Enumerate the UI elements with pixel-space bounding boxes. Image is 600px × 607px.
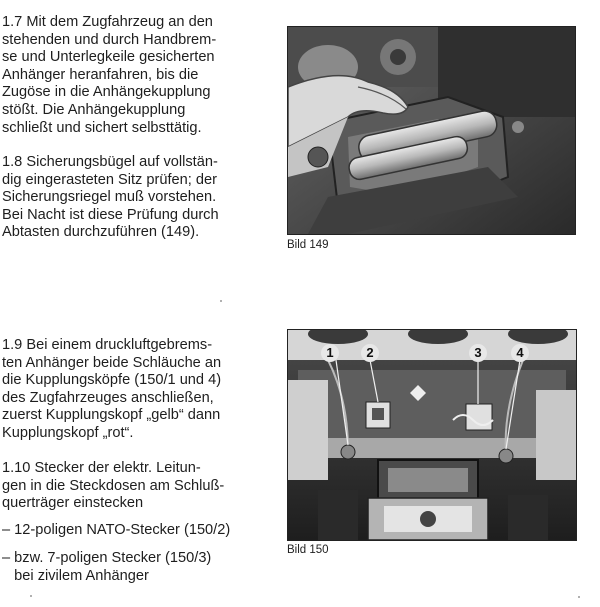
text-line: Bei Nacht ist diese Prüfung durch (2, 206, 219, 223)
callout-3: 3 (469, 344, 487, 362)
list-item-nato-plug (2, 522, 274, 540)
text-line: 1.9 Bei einem druckluftgebrems- (2, 337, 213, 353)
paragraph-1-10 (2, 460, 274, 513)
list-item-text: – bzw. 7-poligen Stecker (150/3) (2, 550, 212, 566)
text-line: Anhänger heranfahren, bis die (2, 66, 199, 83)
paragraph-1-9 (2, 337, 274, 443)
text-line: zuerst Kupplungskopf „gelb“ dann (2, 407, 221, 424)
callout-4: 4 (511, 344, 529, 362)
callout-2: 2 (361, 344, 379, 362)
text-line: Sicherungsriegel muß vorstehen. (2, 189, 217, 206)
text-line: die Kupplungsköpfe (150/1 und 4) (2, 372, 222, 389)
scan-speck (220, 300, 222, 302)
text-line: gen in die Steckdosen am Schluß- (2, 477, 225, 494)
text-line: dig eingerasteten Sitz prüfen; der (2, 171, 217, 188)
text-line: Kupplungskopf „rot“. (2, 424, 134, 441)
text-line: 1.8 Sicherungsbügel auf vollstän- (2, 154, 218, 170)
text-line: se und Unterlegkeile gesicherten (2, 49, 215, 66)
scan-speck (578, 596, 580, 598)
callout-1: 1 (321, 344, 339, 362)
text-line: Zugöse in die Anhängekupplung (2, 84, 211, 101)
figure-150-photo (287, 329, 577, 541)
text-line: des Zugfahrzeuges anschließen, (2, 389, 214, 406)
text-line: 1.7 Mit dem Zugfahrzeug an den (2, 14, 213, 30)
text-line: stößt. Die Anhängekupplung (2, 101, 186, 118)
list-item-text: bei zivilem Anhänger (2, 567, 149, 584)
text-line: 1.10 Stecker der elektr. Leitun- (2, 460, 201, 476)
figure-150-caption: Bild 150 (287, 544, 329, 556)
list-item-text: – 12-poligen NATO-Stecker (150/2) (2, 522, 231, 538)
text-line: stehenden und durch Handbrem- (2, 31, 217, 48)
text-line: Abtasten durchzuführen (149). (2, 224, 200, 241)
text-line: querträger einstecken (2, 495, 144, 512)
paragraph-1-7 (2, 14, 274, 137)
text-line: schließt und sichert selbsttätig. (2, 119, 202, 136)
list-item-civil-plug (2, 550, 274, 585)
paragraph-1-8 (2, 154, 274, 242)
figure-149-caption: Bild 149 (287, 239, 329, 251)
figure-149-photo (287, 26, 576, 235)
text-line: ten Anhänger beide Schläuche an (2, 354, 222, 371)
scan-speck (30, 595, 32, 597)
